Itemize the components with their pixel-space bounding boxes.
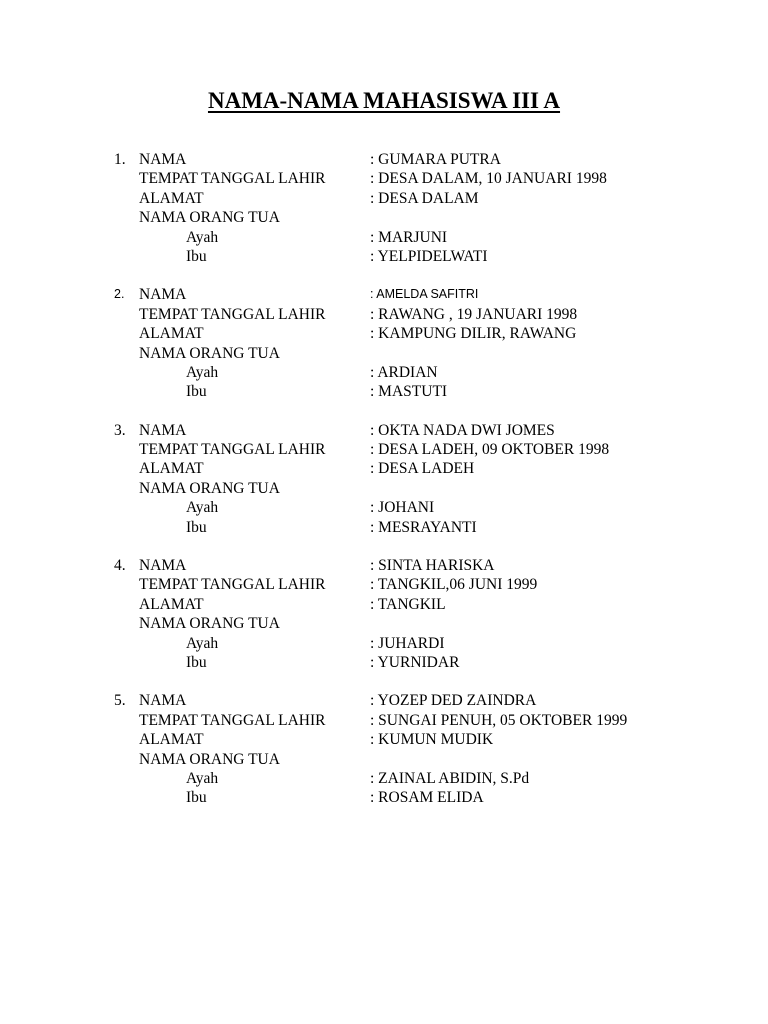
father-value: : MARJUNI xyxy=(370,228,448,246)
name-value: : AMELDA SAFITRI xyxy=(370,287,479,302)
mother-value: : YURNIDAR xyxy=(370,653,460,671)
address-value: : DESA LADEH xyxy=(370,460,475,478)
address-row xyxy=(0,595,768,614)
mother-row xyxy=(0,518,768,537)
name-label: NAMA xyxy=(139,151,187,168)
father-value: : ZAINAL ABIDIN, S.Pd xyxy=(370,769,530,787)
entry-number: 4. xyxy=(114,557,126,575)
parents-label: NAMA ORANG TUA xyxy=(139,209,280,227)
address-label: ALAMAT xyxy=(139,325,204,343)
mother-value: : YELPIDELWATI xyxy=(370,247,488,265)
address-value: : DESA DALAM xyxy=(370,189,479,207)
father-value: : JUHARDI xyxy=(370,634,445,652)
student-entry-2 xyxy=(0,285,768,401)
student-entry-4 xyxy=(0,556,768,672)
mother-row xyxy=(0,788,768,807)
father-row xyxy=(0,498,768,517)
birth-value: : RAWANG , 19 JANUARI 1998 xyxy=(370,305,578,323)
parents-row xyxy=(0,479,768,498)
parents-label: NAMA ORANG TUA xyxy=(139,615,280,633)
entry-number: 3. xyxy=(114,421,126,439)
address-label: ALAMAT xyxy=(139,189,204,207)
birth-row xyxy=(0,169,768,188)
mother-label: Ibu xyxy=(186,383,207,401)
father-value: : JOHANI xyxy=(370,499,435,517)
birth-value: : TANGKIL,06 JUNI 1999 xyxy=(370,576,538,594)
name-label: NAMA xyxy=(139,692,187,710)
name-label: NAMA xyxy=(139,557,187,575)
father-row xyxy=(0,363,768,382)
name-row xyxy=(0,150,768,169)
father-row xyxy=(0,769,768,788)
mother-value: : MASTUTI xyxy=(370,383,448,401)
birth-label: TEMPAT TANGGAL LAHIR xyxy=(139,305,326,323)
student-entry-5 xyxy=(0,691,768,807)
name-row xyxy=(0,556,768,575)
birth-row xyxy=(0,440,768,459)
name-row xyxy=(0,691,768,710)
father-value: : ARDIAN xyxy=(370,363,438,381)
address-label: ALAMAT xyxy=(139,731,204,749)
father-row xyxy=(0,228,768,247)
entry-number: 1. xyxy=(114,151,126,168)
parents-row xyxy=(0,750,768,769)
page-title xyxy=(0,86,768,116)
father-label: Ayah xyxy=(186,228,219,246)
name-label: NAMA xyxy=(139,286,187,304)
entry-number: 2. xyxy=(114,287,125,302)
name-value: : GUMARA PUTRA xyxy=(370,151,501,168)
mother-row xyxy=(0,247,768,266)
name-row xyxy=(0,421,768,440)
mother-label: Ibu xyxy=(186,653,207,671)
birth-row xyxy=(0,711,768,730)
address-label: ALAMAT xyxy=(139,595,204,613)
address-row xyxy=(0,189,768,208)
father-row xyxy=(0,634,768,653)
father-label: Ayah xyxy=(186,769,219,787)
address-value: : KUMUN MUDIK xyxy=(370,731,494,749)
father-label: Ayah xyxy=(186,363,219,381)
address-value: : KAMPUNG DILIR, RAWANG xyxy=(370,325,577,343)
address-row xyxy=(0,324,768,343)
name-value: : SINTA HARISKA xyxy=(370,557,495,575)
mother-row xyxy=(0,382,768,401)
student-entry-3 xyxy=(0,421,768,537)
name-row xyxy=(0,285,768,304)
address-row xyxy=(0,459,768,478)
name-value: : YOZEP DED ZAINDRA xyxy=(370,692,537,710)
name-label: NAMA xyxy=(139,421,187,439)
parents-label: NAMA ORANG TUA xyxy=(139,750,280,768)
birth-label: TEMPAT TANGGAL LAHIR xyxy=(139,441,326,459)
father-label: Ayah xyxy=(186,499,219,517)
mother-label: Ibu xyxy=(186,247,207,265)
address-row xyxy=(0,730,768,749)
birth-value: : DESA LADEH, 09 OKTOBER 1998 xyxy=(370,441,610,459)
address-value: : TANGKIL xyxy=(370,595,446,613)
birth-value: : SUNGAI PENUH, 05 OKTOBER 1999 xyxy=(370,711,628,729)
address-label: ALAMAT xyxy=(139,460,204,478)
mother-value: : ROSAM ELIDA xyxy=(370,789,484,807)
father-label: Ayah xyxy=(186,634,219,652)
birth-label: TEMPAT TANGGAL LAHIR xyxy=(139,711,326,729)
birth-row xyxy=(0,575,768,594)
birth-value: : DESA DALAM, 10 JANUARI 1998 xyxy=(370,170,607,188)
mother-label: Ibu xyxy=(186,789,207,807)
mother-value: : MESRAYANTI xyxy=(370,518,477,536)
page-title-text: NAMA-NAMA MAHASISWA III A xyxy=(207,88,561,113)
parents-label: NAMA ORANG TUA xyxy=(139,479,280,497)
student-list xyxy=(0,150,768,827)
parents-row xyxy=(0,208,768,227)
parents-row xyxy=(0,344,768,363)
parents-label: NAMA ORANG TUA xyxy=(139,344,280,362)
birth-label: TEMPAT TANGGAL LAHIR xyxy=(139,576,326,594)
mother-label: Ibu xyxy=(186,518,207,536)
entry-number: 5. xyxy=(114,692,126,710)
student-entry-1 xyxy=(0,150,768,266)
parents-row xyxy=(0,614,768,633)
birth-label: TEMPAT TANGGAL LAHIR xyxy=(139,170,326,188)
birth-row xyxy=(0,305,768,324)
mother-row xyxy=(0,653,768,672)
name-value: : OKTA NADA DWI JOMES xyxy=(370,421,555,439)
